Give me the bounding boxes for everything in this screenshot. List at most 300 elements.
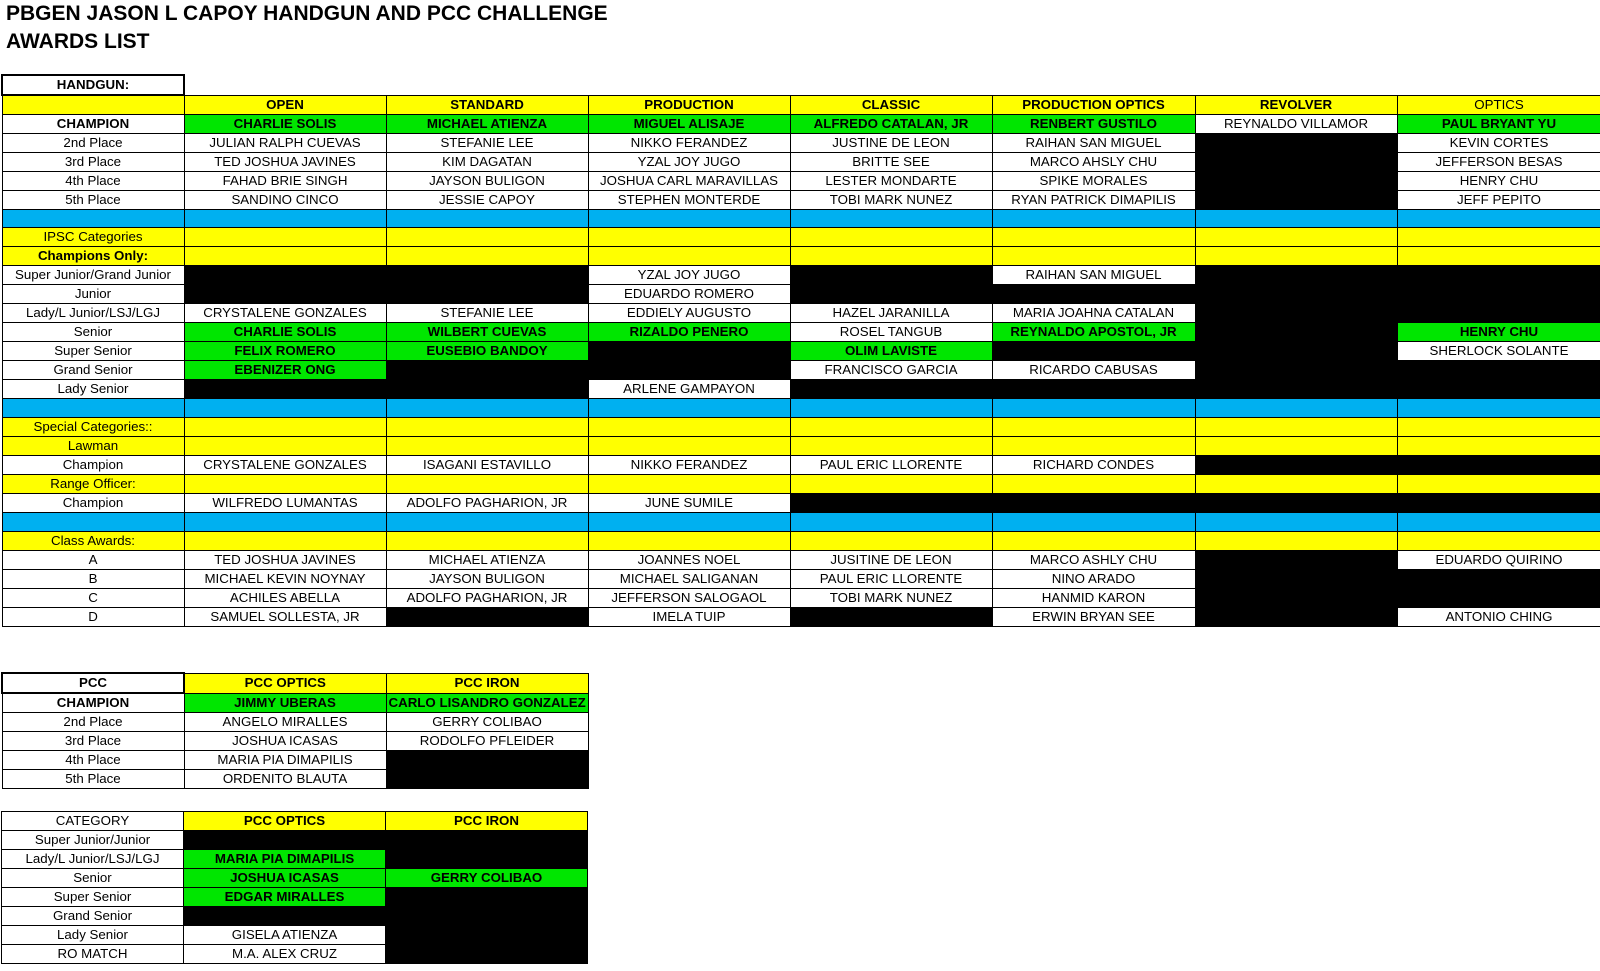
blank-cell [1195,75,1397,95]
blue-separator-row [2,209,1600,228]
champions-only-header [2,247,1600,266]
category-cell-2: WILBERT CUEVAS [386,323,588,342]
handgun-awards-table [1,74,1600,627]
category-label: Super Senior [2,342,184,361]
blue-separator-row-cell [184,513,386,532]
category-cell-6 [1195,323,1397,342]
blue-separator-row-cell [1195,209,1397,228]
handgun-label-row [2,75,1600,95]
class-cell-1: MICHAEL KEVIN NOYNAY [184,570,386,589]
pcc-category-cell-1: JOSHUA ICASAS [184,869,386,888]
division-header-row [2,95,1600,114]
category-cell-7 [1397,285,1600,304]
pcc-place-label: 4th Place [2,751,184,770]
range-officer-cell-4 [790,494,992,513]
pcc-category-row-label: Super Senior [2,888,184,907]
class-awards-header-cell [1397,532,1600,551]
division-header-production: PRODUCTION [588,95,790,114]
blue-separator-row-cell [2,399,184,418]
place-cell-6 [1195,190,1397,209]
class-cell-5: NINO ARADO [992,570,1195,589]
lawman-cell-3: NIKKO FERANDEZ [588,456,790,475]
place-cell-4: TOBI MARK NUNEZ [790,190,992,209]
blue-separator-row-cell [992,399,1195,418]
pcc-place-cell-1: ORDENITO BLAUTA [184,770,386,789]
category-cell-6 [1195,342,1397,361]
category-cell-2 [386,285,588,304]
pcc-place-cell-2 [386,770,588,789]
pcc-place-row [2,732,588,751]
place-cell-2: KIM DAGATAN [386,152,588,171]
lawman-header-cell [588,437,790,456]
pcc-category-row-label: Super Junior/Junior [2,831,184,850]
pcc-place-cell-2 [386,751,588,770]
category-cell-5 [992,380,1195,399]
class-cell-6 [1195,608,1397,627]
blue-separator-row-cell [790,209,992,228]
place-label: 5th Place [2,190,184,209]
place-cell-3: STEPHEN MONTERDE [588,190,790,209]
place-label: CHAMPION [2,114,184,133]
lawman-header [2,437,1600,456]
category-row [2,323,1600,342]
category-label: Senior [2,323,184,342]
pcc-category-row [2,888,588,907]
division-header-optics: OPTICS [1397,95,1600,114]
pcc-category-cell-1: EDGAR MIRALLES [184,888,386,907]
place-label: 2nd Place [2,133,184,152]
lawman-cell-2: ISAGANI ESTAVILLO [386,456,588,475]
category-cell-2 [386,380,588,399]
lawman-champion-label: Champion [2,456,184,475]
place-cell-1: FAHAD BRIE SINGH [184,171,386,190]
pcc-place-row [2,713,588,732]
place-cell-4: BRITTE SEE [790,152,992,171]
blue-separator-row-cell [790,399,992,418]
place-cell-2: JAYSON BULIGON [386,171,588,190]
class-row [2,551,1600,570]
ipsc-categories-header-cell [1195,228,1397,247]
range-officer-cell-6 [1195,494,1397,513]
class-cell-4: PAUL ERIC LLORENTE [790,570,992,589]
class-cell-6 [1195,551,1397,570]
class-cell-5: MARCO ASHLY CHU [992,551,1195,570]
category-label: Super Junior/Grand Junior [2,266,184,285]
range-officer-champion-label: Champion [2,494,184,513]
pcc-category-row-label: Lady/L Junior/LSJ/LGJ [2,850,184,869]
division-header-standard: STANDARD [386,95,588,114]
place-row [2,133,1600,152]
place-cell-7: JEFFERSON BESAS [1397,152,1600,171]
category-cell-3 [588,361,790,380]
pcc-category-header-row [2,812,588,831]
place-cell-2: JESSIE CAPOY [386,190,588,209]
category-cell-4 [790,380,992,399]
lawman-header-cell [386,437,588,456]
place-label: 4th Place [2,171,184,190]
category-cell-4: FRANCISCO GARCIA [790,361,992,380]
pcc-place-cell-1: JIMMY UBERAS [184,693,386,713]
place-cell-4: ALFREDO CATALAN, JR [790,114,992,133]
ipsc-categories-header-cell [588,228,790,247]
class-cell-1: SAMUEL SOLLESTA, JR [184,608,386,627]
special-categories-header [2,418,1600,437]
category-cell-1: FELIX ROMERO [184,342,386,361]
pcc-awards-table [1,672,589,789]
pcc-category-label: CATEGORY [2,812,184,831]
category-row [2,266,1600,285]
lawman-header-cell [1195,437,1397,456]
lawman-header-cell [790,437,992,456]
range-officer-cell-5 [992,494,1195,513]
place-cell-6 [1195,152,1397,171]
category-cell-2 [386,361,588,380]
category-cell-2: EUSEBIO BANDOY [386,342,588,361]
category-cell-2: STEFANIE LEE [386,304,588,323]
place-cell-3: YZAL JOY JUGO [588,152,790,171]
place-cell-4: JUSTINE DE LEON [790,133,992,152]
blue-separator-row-cell [386,209,588,228]
champions-only-header-label: Champions Only: [2,247,184,266]
range-officer-cell-3: JUNE SUMILE [588,494,790,513]
blue-separator-row-cell [2,513,184,532]
division-header-revolver: REVOLVER [1195,95,1397,114]
class-row [2,608,1600,627]
pcc-category-cell-1 [184,907,386,926]
range-officer-header [2,475,1600,494]
place-cell-6 [1195,133,1397,152]
category-cell-4 [790,266,992,285]
ipsc-categories-header-cell [790,228,992,247]
pcc-place-row [2,751,588,770]
category-cell-2 [386,266,588,285]
category-cell-3: EDDIELY AUGUSTO [588,304,790,323]
place-cell-1: TED JOSHUA JAVINES [184,152,386,171]
blue-separator-row-cell [184,399,386,418]
class-awards-header-cell [184,532,386,551]
pcc-category-division-pcc-iron: PCC IRON [386,812,588,831]
blue-separator-row-cell [1397,209,1600,228]
pcc-category-cell-2 [386,926,588,945]
place-cell-4: LESTER MONDARTE [790,171,992,190]
blue-separator-row-cell [588,209,790,228]
place-cell-5: SPIKE MORALES [992,171,1195,190]
pcc-category-row [2,945,588,964]
blue-separator-row-cell [1195,399,1397,418]
division-header-production-optics: PRODUCTION OPTICS [992,95,1195,114]
pcc-category-row-label: Lady Senior [2,926,184,945]
pcc-category-cell-1 [184,831,386,850]
place-cell-3: JOSHUA CARL MARAVILLAS [588,171,790,190]
category-row [2,380,1600,399]
class-cell-3: MICHAEL SALIGANAN [588,570,790,589]
pcc-header-row [2,673,588,693]
range-officer-header-cell [1397,475,1600,494]
pcc-category-cell-1: GISELA ATIENZA [184,926,386,945]
lawman-header-cell [1397,437,1600,456]
range-officer-champion-row [2,494,1600,513]
lawman-cell-7 [1397,456,1600,475]
class-cell-2: ADOLFO PAGHARION, JR [386,589,588,608]
range-officer-header-cell [588,475,790,494]
blue-separator-row-cell [1397,399,1600,418]
place-cell-2: STEFANIE LEE [386,133,588,152]
class-cell-7: EDUARDO QUIRINO [1397,551,1600,570]
blue-separator-row [2,513,1600,532]
title-line-1: PBGEN JASON L CAPOY HANDGUN AND PCC CHALLENGE [6,2,608,25]
category-cell-1: CHARLIE SOLIS [184,323,386,342]
pcc-category-row-label: RO MATCH [2,945,184,964]
class-awards-header-cell [588,532,790,551]
pcc-category-cell-2 [386,888,588,907]
pcc-category-cell-1: M.A. ALEX CRUZ [184,945,386,964]
place-cell-7: KEVIN CORTES [1397,133,1600,152]
pcc-place-row [2,693,588,713]
pcc-division-pcc-optics: PCC OPTICS [184,673,386,693]
category-cell-5: RICARDO CABUSAS [992,361,1195,380]
place-cell-1: JULIAN RALPH CUEVAS [184,133,386,152]
place-cell-5: RAIHAN SAN MIGUEL [992,133,1195,152]
class-awards-header-cell [992,532,1195,551]
class-awards-header-label: Class Awards: [2,532,184,551]
lawman-header-cell [184,437,386,456]
range-officer-header-cell [992,475,1195,494]
place-row [2,114,1600,133]
blank-cell [386,75,588,95]
class-label: A [2,551,184,570]
pcc-category-cell-2 [386,850,588,869]
pcc-label: PCC [2,673,184,693]
division-header-classic: CLASSIC [790,95,992,114]
range-officer-header-cell [790,475,992,494]
place-cell-2: MICHAEL ATIENZA [386,114,588,133]
blue-separator-row-cell [588,513,790,532]
range-officer-header-cell [184,475,386,494]
class-cell-2: JAYSON BULIGON [386,570,588,589]
blue-separator-row-cell [1195,513,1397,532]
category-row [2,304,1600,323]
range-officer-header-label: Range Officer: [2,475,184,494]
pcc-category-cell-2: GERRY COLIBAO [386,869,588,888]
category-cell-7 [1397,380,1600,399]
range-officer-header-cell [1195,475,1397,494]
champions-only-header-cell [386,247,588,266]
category-label: Grand Senior [2,361,184,380]
category-cell-6 [1195,285,1397,304]
place-label: 3rd Place [2,152,184,171]
special-categories-header-cell [790,418,992,437]
special-categories-header-cell [1397,418,1600,437]
category-cell-3: RIZALDO PENERO [588,323,790,342]
division-header-blank [2,95,184,114]
pcc-place-cell-1: JOSHUA ICASAS [184,732,386,751]
pcc-place-cell-1: ANGELO MIRALLES [184,713,386,732]
place-cell-5: RYAN PATRICK DIMAPILIS [992,190,1195,209]
blank-cell [1397,75,1600,95]
category-cell-7: SHERLOCK SOLANTE [1397,342,1600,361]
class-cell-4: TOBI MARK NUNEZ [790,589,992,608]
category-cell-6 [1195,266,1397,285]
range-officer-header-cell [386,475,588,494]
special-categories-header-cell [588,418,790,437]
place-cell-1: CHARLIE SOLIS [184,114,386,133]
champions-only-header-cell [184,247,386,266]
blue-separator-row [2,399,1600,418]
special-categories-header-label: Special Categories:: [2,418,184,437]
pcc-category-cell-2 [386,945,588,964]
pcc-division-pcc-iron: PCC IRON [386,673,588,693]
pcc-category-cell-2 [386,907,588,926]
category-cell-6 [1195,304,1397,323]
category-label: Lady Senior [2,380,184,399]
category-cell-7 [1397,361,1600,380]
range-officer-cell-2: ADOLFO PAGHARION, JR [386,494,588,513]
blue-separator-row-cell [386,399,588,418]
place-cell-7: PAUL BRYANT YU [1397,114,1600,133]
lawman-header-label: Lawman [2,437,184,456]
place-cell-7: HENRY CHU [1397,171,1600,190]
class-row [2,589,1600,608]
category-row [2,342,1600,361]
blue-separator-row-cell [1397,513,1600,532]
category-cell-5 [992,342,1195,361]
place-cell-3: MIGUEL ALISAJE [588,114,790,133]
category-cell-4: OLIM LAVISTE [790,342,992,361]
pcc-place-cell-2: RODOLFO PFLEIDER [386,732,588,751]
category-cell-5 [992,285,1195,304]
class-cell-6 [1195,570,1397,589]
pcc-category-row-label: Senior [2,869,184,888]
category-cell-6 [1195,380,1397,399]
category-label: Junior [2,285,184,304]
pcc-category-row [2,850,588,869]
category-row [2,361,1600,380]
class-row [2,570,1600,589]
place-cell-6: REYNALDO VILLAMOR [1195,114,1397,133]
category-cell-1: CRYSTALENE GONZALES [184,304,386,323]
page-title [6,0,608,56]
ipsc-categories-header-cell [184,228,386,247]
class-cell-1: TED JOSHUA JAVINES [184,551,386,570]
pcc-category-division-pcc-optics: PCC OPTICS [184,812,386,831]
class-cell-5: ERWIN BRYAN SEE [992,608,1195,627]
class-cell-6 [1195,589,1397,608]
place-cell-7: JEFF PEPITO [1397,190,1600,209]
class-cell-7 [1397,589,1600,608]
category-cell-3: EDUARDO ROMERO [588,285,790,304]
category-cell-7: HENRY CHU [1397,323,1600,342]
ipsc-categories-header-label: IPSC Categories [2,228,184,247]
blank-cell [184,75,386,95]
ipsc-categories-header-cell [1397,228,1600,247]
category-cell-1: EBENIZER ONG [184,361,386,380]
place-row [2,171,1600,190]
blue-separator-row-cell [790,513,992,532]
champions-only-header-cell [992,247,1195,266]
place-cell-6 [1195,171,1397,190]
class-cell-4 [790,608,992,627]
category-cell-4 [790,285,992,304]
place-cell-5: MARCO AHSLY CHU [992,152,1195,171]
pcc-category-table [1,811,588,964]
pcc-place-label: CHAMPION [2,693,184,713]
category-cell-1 [184,380,386,399]
pcc-category-cell-2 [386,831,588,850]
lawman-cell-1: CRYSTALENE GONZALES [184,456,386,475]
pcc-category-row [2,831,588,850]
champions-only-header-cell [1397,247,1600,266]
category-cell-1 [184,266,386,285]
class-awards-header-cell [790,532,992,551]
lawman-champion-row [2,456,1600,475]
category-cell-3 [588,342,790,361]
lawman-cell-6 [1195,456,1397,475]
pcc-place-label: 2nd Place [2,713,184,732]
class-label: C [2,589,184,608]
pcc-category-row-label: Grand Senior [2,907,184,926]
pcc-place-row [2,770,588,789]
class-cell-7 [1397,570,1600,589]
range-officer-cell-1: WILFREDO LUMANTAS [184,494,386,513]
special-categories-header-cell [1195,418,1397,437]
category-cell-3: YZAL JOY JUGO [588,266,790,285]
champions-only-header-cell [588,247,790,266]
category-cell-7 [1397,304,1600,323]
blue-separator-row-cell [992,513,1195,532]
blue-separator-row-cell [2,209,184,228]
category-cell-4: HAZEL JARANILLA [790,304,992,323]
blank-cell [588,75,790,95]
place-row [2,152,1600,171]
class-awards-header-cell [386,532,588,551]
class-cell-2: MICHAEL ATIENZA [386,551,588,570]
blue-separator-row-cell [184,209,386,228]
division-header-open: OPEN [184,95,386,114]
category-label: Lady/L Junior/LSJ/LGJ [2,304,184,323]
handgun-label: HANDGUN: [2,75,184,95]
pcc-category-cell-1: MARIA PIA DIMAPILIS [184,850,386,869]
category-cell-5: RAIHAN SAN MIGUEL [992,266,1195,285]
blank-cell [992,75,1195,95]
blue-separator-row-cell [588,399,790,418]
class-cell-2 [386,608,588,627]
class-cell-5: HANMID KARON [992,589,1195,608]
category-cell-4: ROSEL TANGUB [790,323,992,342]
class-cell-7: ANTONIO CHING [1397,608,1600,627]
class-cell-3: IMELA TUIP [588,608,790,627]
place-cell-1: SANDINO CINCO [184,190,386,209]
champions-only-header-cell [1195,247,1397,266]
category-cell-5: MARIA JOAHNA CATALAN [992,304,1195,323]
ipsc-categories-header-cell [992,228,1195,247]
champions-only-header-cell [790,247,992,266]
class-label: D [2,608,184,627]
class-cell-1: ACHILES ABELLA [184,589,386,608]
range-officer-cell-7 [1397,494,1600,513]
special-categories-header-cell [386,418,588,437]
category-cell-6 [1195,361,1397,380]
blank-cell [790,75,992,95]
ipsc-categories-header-cell [386,228,588,247]
pcc-place-label: 3rd Place [2,732,184,751]
pcc-category-row [2,869,588,888]
lawman-cell-5: RICHARD CONDES [992,456,1195,475]
category-cell-7 [1397,266,1600,285]
special-categories-header-cell [992,418,1195,437]
place-cell-5: RENBERT GUSTILO [992,114,1195,133]
pcc-category-row [2,907,588,926]
class-label: B [2,570,184,589]
